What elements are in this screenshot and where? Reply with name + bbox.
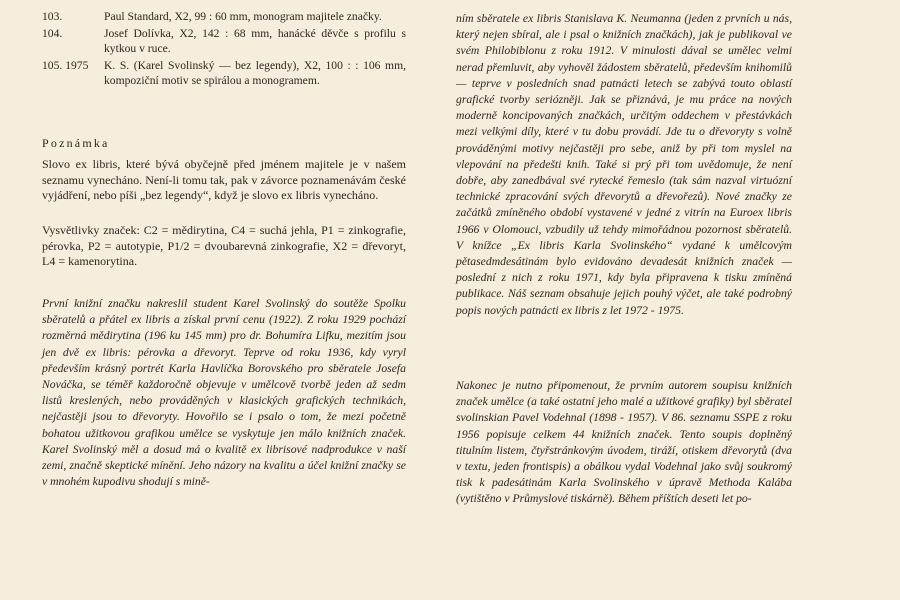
note-heading: Poznámka xyxy=(42,136,110,150)
entry-text: K. S. (Karel Svolinský — bez legendy), X2, 100 : : 106 mm, kompoziční motiv se spirálou a monogramem. xyxy=(104,58,406,87)
entry-text: Paul Standard, X2, 99 : 60 mm, monogram majitele značky. xyxy=(104,10,382,23)
entry-number: 103. xyxy=(42,10,63,23)
catalog-entries xyxy=(42,9,406,90)
body-text-right-2: Nakonec je nutno připomenout, že prvním autorem soupisu knižních značek umělce (a také ostatní jeho malé a užitkové grafiky) byl sběratel svolinskian Pavel Vodehnal (1898 - 1957). V 86. seznamu SSPE z roku 1956 popisuje celkem 44 knižních značek. Tento soupis doplněný titulním listem, čtyřstránkovým úvodem, tiráží, otiskem dřevorytů (dva v textu, jeden frontispis) a obálkou vydal Vodehnal jako svůj soukromý tisk k padesátinám Karla Svolinského v úpravě Methoda Kalába (vytištěno v Průmyslové tiskárně). Během příštích deseti let po- xyxy=(456,379,792,506)
entry-text: Josef Dolívka, X2, 142 : 68 mm, hanácké děvče s profilu s kytkou v ruce. xyxy=(104,26,406,55)
note-paragraph: Slovo ex libris, které bývá obyčejně před jménem majitele je v našem seznamu vynecháno. Není-li tomu tak, pak v závorce poznamenávám české vyjádření, nebo píši „bez legendy“, když je slovo ex libris vynecháno. xyxy=(42,157,406,202)
catalog-entry xyxy=(42,9,406,25)
body-text-right-1: ním sběratele ex libris Stanislava K. Neumanna (jeden z prvních u nás, který nejen sbíral, ale i psal o knižních značkách), jak je publikoval ve svém Philobiblonu z roku 1912. V minulosti dával se umělec velmi nerad přemluvit, aby vyhověl žádostem sběratelů, především knihomilů — teprve v posledních snad patnácti letech se zabývá touto oblastí grafické tvorby seriózněji. Jak se přiznává, je mu práce na nových moderně koncipovaných značkách, určitým oddechem v přestávkách mezi velkými díly, které v tu dobu provádí. Jde tu o dřevoryty s volně prováděnými motivy nejčastěji pro sebe, aniž by při tom myslel na vlepování na předešti knih. Také si prý při tom uvědomuje, že není dobře, aby zanedbával své rytecké řemeslo (tak sám nazval virtuózní technické zpracování svých dřevorytů a dřevořezů). Nové značky ze začátků zmíněného období vystavené v jedné z vitrín na Euroex libris 1966 v Olomouci, vzbudily už tehdy mimořádnou pozornost sběratelů. V knížce „Ex libris Karla Svolinského“ vydané k umělcovým pětasedmdesátinám bylo evidováno devadesát knižních značek — poslední z nich z roku 1971, kdy byla připravena k tisku zmíněná publikace. Náš seznam obsahuje jejich pouhý výčet, ale také podrobný popis nových patnácti ex libris z let 1972 - 1975. xyxy=(456,12,792,317)
body-text-left: První knižní značku nakreslil student Karel Svolinský do soutěže Spolku sběratelů a přátel ex libris a získal první cenu (1922). Z roku 1929 pochází rozměrná mědirytina (196 ku 145 mm) pro dr. Bohumíra Lifku, mezitím jsou jen dvě ex libris: pérovka a dřevoryt. Teprve od roku 1936, kdy vyryl především krásný portrét Karla Havlíčka Borovského pro sběratele Josefa Nováčka, se téměř každoročně objevuje v umělcově tvorbě jeden až sedm listů kreslených, nebo prováděných v klasických grafických technikách, nejčastěji jsou to dřevoryty. Hovořilo se i psalo o tom, že mezi početně bohatou užitkovou grafikou umělce se vyskytuje jen málo knižních značek. Karel Svolinský měl a dosud má o kvalitě ex librisové nadprodukce v naší zemi, značně skeptické mínění. Jeho názory na kvalitu a účel knižní značky se v mnohém kupodivu shodují s mině- xyxy=(42,297,406,489)
catalog-entry xyxy=(42,26,406,57)
catalog-entry xyxy=(42,58,406,89)
entry-number: 105. 1975 xyxy=(42,58,89,72)
entry-number: 104. xyxy=(42,26,63,40)
legend-paragraph: Vysvětlivky značek: C2 = mědirytina, C4 = suchá jehla, P1 = zinkografie, pérovka, P2 = autotypie, P1/2 = dvoubarevná zinkografie, X2 = dřevoryt, L4 = kamenorytina. xyxy=(42,223,406,268)
